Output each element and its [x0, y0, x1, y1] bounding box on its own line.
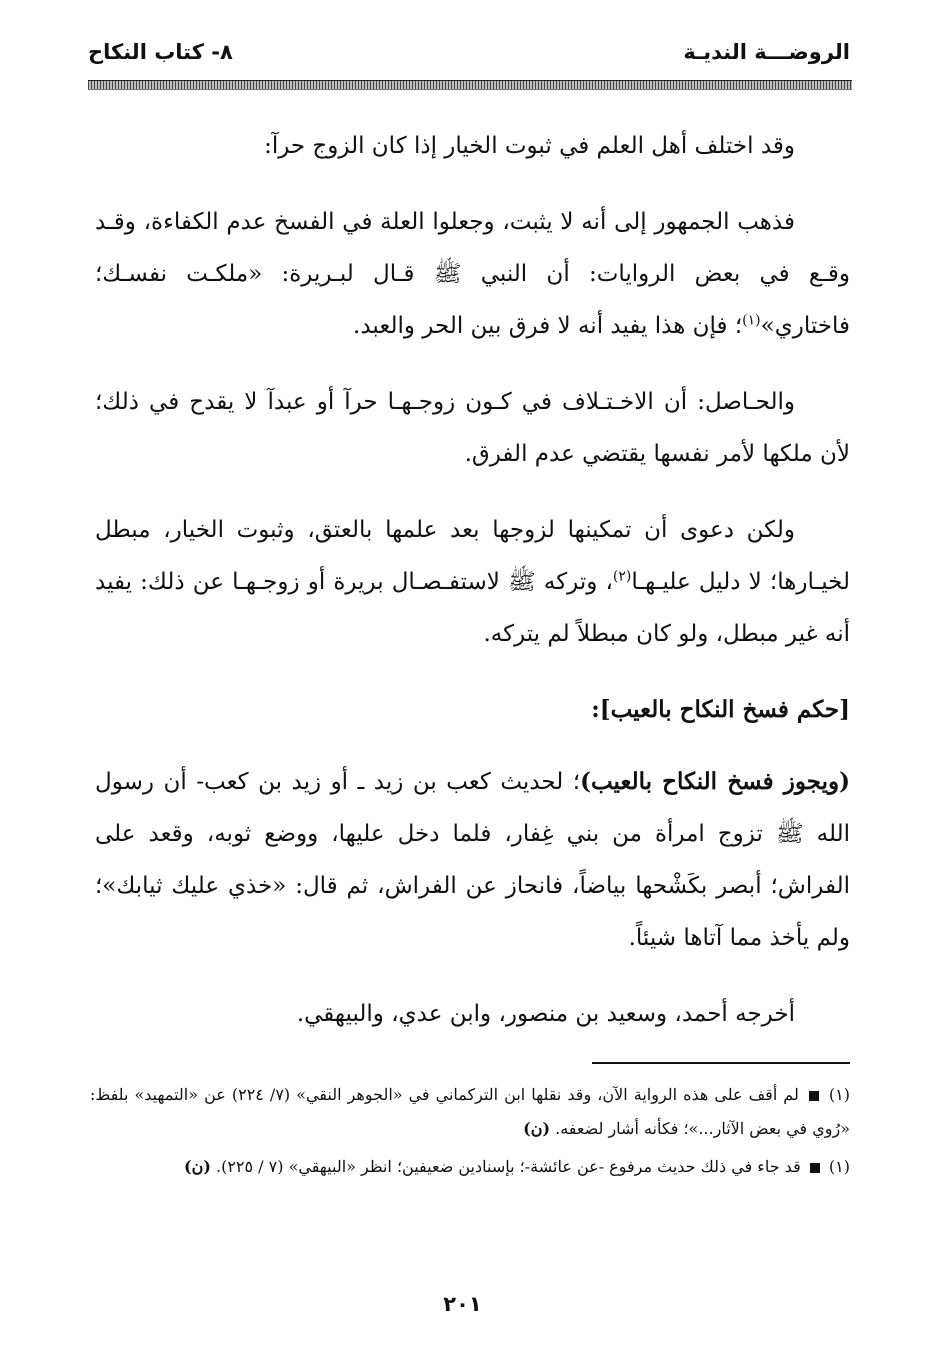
footnote-2-number: (١) — [828, 1157, 850, 1176]
footnotes — [90, 1078, 850, 1188]
footnote-2-mark: (ن) — [184, 1157, 211, 1176]
running-header — [88, 40, 850, 70]
paragraph-2-text-a: فذهب الجمهور إلى أنه لا يثبت، وجعلوا العلة في الفسخ عدم الكفاءة، وقـد وقـع في بعض الروايات: أن النبي ﷺ قـال لبـريرة: «ملكـت نفسـك؛ فاختاري» — [95, 209, 850, 339]
paragraph-4-text-b: ، وتركه ﷺ لاستفـصـال بريرة أو زوجـهـا عن ذلك: يفيد أنه غير مبطل، ولو كان مبطلاً لم يتركه. — [95, 569, 850, 647]
paragraph-1 — [95, 120, 850, 172]
footnote-1-text: لم أقف على هذه الرواية الآن، وقد نقلها ابن التركماني في «الجوهر النقي» (٧/ ٢٢٤) عن «التمهيد» بلفظ: «رُوي في بعض الآثار...»؛ فكأنه أشار لضعفه. — [90, 1085, 850, 1138]
paragraph-3-text: والحـاصل: أن الاخـتـلاف في كـون زوجـهـا حرآ أو عبدآ لا يقدح في ذلك؛ لأن ملكها لأمر نفسها يقتضي عدم الفرق. — [95, 389, 850, 467]
paragraph-6 — [95, 988, 850, 1040]
paragraph-2-text-b: ؛ فإن هذا يفيد أنه لا فرق بين الحر والعبد. — [353, 313, 743, 339]
main-text — [95, 120, 850, 1040]
paragraph-3 — [95, 376, 850, 480]
header-rule — [88, 80, 852, 90]
footnote-2 — [90, 1150, 850, 1184]
footnote-2-text: قد جاء في ذلك حديث مرفوع -عن عائشة-؛ بإسنادين ضعيفين؛ انظر «البيهقي» (٧ / ٢٢٥). — [215, 1157, 801, 1176]
paragraph-5-text: ؛ لحديث كعب بن زيد ـ أو زيد بن كعب- أن رسول الله ﷺ تزوج امرأة من بني غِفار، فلما دخل عليها، ووضع ثوبه، وقعد على الفراش؛ أبصر بكَشْحها بياضاً، فانحاز عن الفراش، ثم قال: «خذي عليك ثيابك»؛ ولم يأخذ مما آتاها شيئاً. — [95, 769, 850, 951]
page-number: ٢٠١ — [443, 1292, 482, 1316]
footnote-ref-2[interactable]: (٢) — [612, 568, 632, 585]
paragraph-1-text: وقد اختلف أهل العلم في ثبوت الخيار إذا كان الزوج حرآ: — [264, 133, 795, 159]
square-bullet-icon — [809, 1091, 819, 1101]
chapter-title: ٨- كتاب النكاح — [88, 40, 233, 64]
paragraph-6-text: أخرجه أحمد، وسعيد بن منصور، وابن عدي، والبيهقي. — [296, 1001, 795, 1027]
footnote-1-mark: (ن) — [523, 1119, 551, 1138]
square-bullet-icon — [810, 1163, 820, 1173]
paragraph-4-text-a: ولكن دعوى أن تمكينها لزوجها بعد علمها بالعتق، وثبوت الخيار، مبطل لخيـارها؛ لا دليل عليـهـا — [95, 517, 850, 595]
footnote-1-number: (١) — [828, 1085, 851, 1104]
footnote-ref-1[interactable]: (١) — [742, 312, 761, 329]
section-heading: [حكم فسخ النكاح بالعيب]: — [591, 696, 850, 723]
paragraph-2 — [95, 196, 850, 352]
footnote-rule — [592, 1062, 850, 1064]
book-title: الروضـــة النديـة — [683, 40, 850, 64]
footnote-1 — [90, 1078, 850, 1146]
paragraph-5-bold: (ويجوز فسخ النكاح بالعيب) — [580, 768, 851, 795]
paragraph-5 — [95, 756, 850, 964]
paragraph-4 — [95, 504, 850, 660]
